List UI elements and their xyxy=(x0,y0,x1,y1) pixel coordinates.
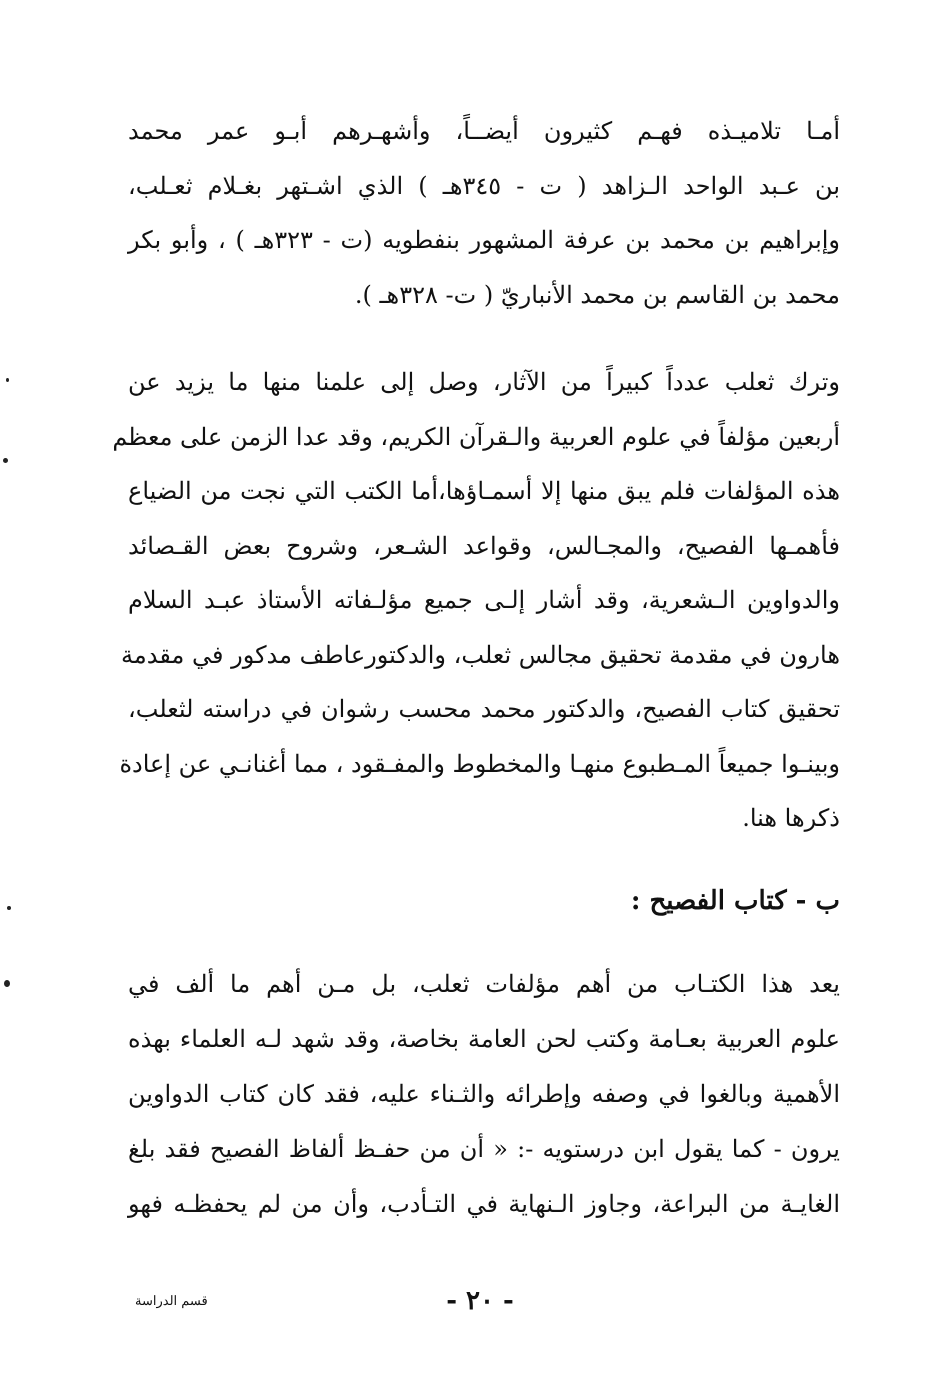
paragraph-fasih xyxy=(128,957,840,1232)
scan-speck xyxy=(4,980,10,987)
text-line: أربعين مؤلفاً في علوم العربية والـقرآن الكريم، وقد عدا الزمن على معظم xyxy=(112,422,840,451)
text-line: تحقيق كتاب الفصيح، والدكتور محمد محسب رشوان في دراسته لثعلب، xyxy=(128,695,840,723)
text-line: الأهمية وبالغوا في وصفه وإطرائه والثـناء عليه، فقد كان كتاب الدواوين xyxy=(128,1080,840,1108)
scan-speck xyxy=(3,458,8,463)
text-line: هذه المؤلفات فلم يبق منها إلا أسمـاؤها،أما الكتب التي نجت من الضياع xyxy=(128,477,840,505)
text-line: محمد بن القاسم بن محمد الأنباريّ ( ت- ٣٢٨هـ ). xyxy=(354,280,840,309)
text-line: يرون - كما يقول ابن درستويه -: « أن من حفـظ ألفاظ الفصيح فقد بلغ xyxy=(128,1135,840,1163)
text-line: هارون في مقدمة تحقيق مجالس ثعلب، والدكتورعاطف مدكور في مقدمة xyxy=(121,640,840,669)
text-line: يعد هذا الكتـاب من أهم مؤلفات ثعلب، بل مـن أهم ما ألف في xyxy=(128,970,840,998)
text-line: ذكرها هنا. xyxy=(742,804,840,832)
text-line: الغايـة من البراعة، وجاوز الـنهاية في التـأدب، وأن من لم يحفظـه فهو xyxy=(128,1190,840,1218)
scan-speck xyxy=(6,378,9,382)
text-line: أمـا تلاميـذه فهـم كثيرون أيضــاً، وأشهـرهم أبـو عمر محمد xyxy=(128,117,840,145)
text-line: والدواوين الـشعرية، وقد أشار إلـى جميع مؤلـفاته الأستاذ عبـد السلام xyxy=(128,586,840,614)
text-line: وبينـوا جميعاً المـطبوع منهـا والمخطوط والمفـقود ، مما أغنانـي عن إعادة xyxy=(119,749,840,778)
text-line: بن عـبد الواحد الـزاهد ( ت - ٣٤٥هـ ) الذي اشـتهر بغـلام ثعـلب، xyxy=(128,171,840,200)
page-number: - ٢٠ - xyxy=(446,1286,514,1316)
text-line: فأهمـها الفصيح، والمجـالس، وقواعد الشـعر، وشروح بعض القـصائد xyxy=(128,531,840,560)
text-line: وإبراهيم بن محمد بن عرفة المشهور بنفطويه (ت - ٣٢٣هـ ) ، وأبو بكر xyxy=(128,226,840,254)
section-heading: ب - كتاب الفصيح : xyxy=(630,886,840,916)
paragraph-students xyxy=(128,104,840,322)
paragraph-works xyxy=(112,355,840,846)
text-line: وترك ثعلب عدداً كبيراً من الآثار، وصل إلى علمنا منها ما يزيد عن xyxy=(128,368,840,396)
scan-speck xyxy=(7,906,11,910)
footer-section-label: قسم الدراسة xyxy=(135,1294,208,1309)
text-line: علوم العربية بعـامة وكتب لحن العامة بخاصة، وقد شهد لـه العلماء بهذه xyxy=(128,1025,840,1053)
